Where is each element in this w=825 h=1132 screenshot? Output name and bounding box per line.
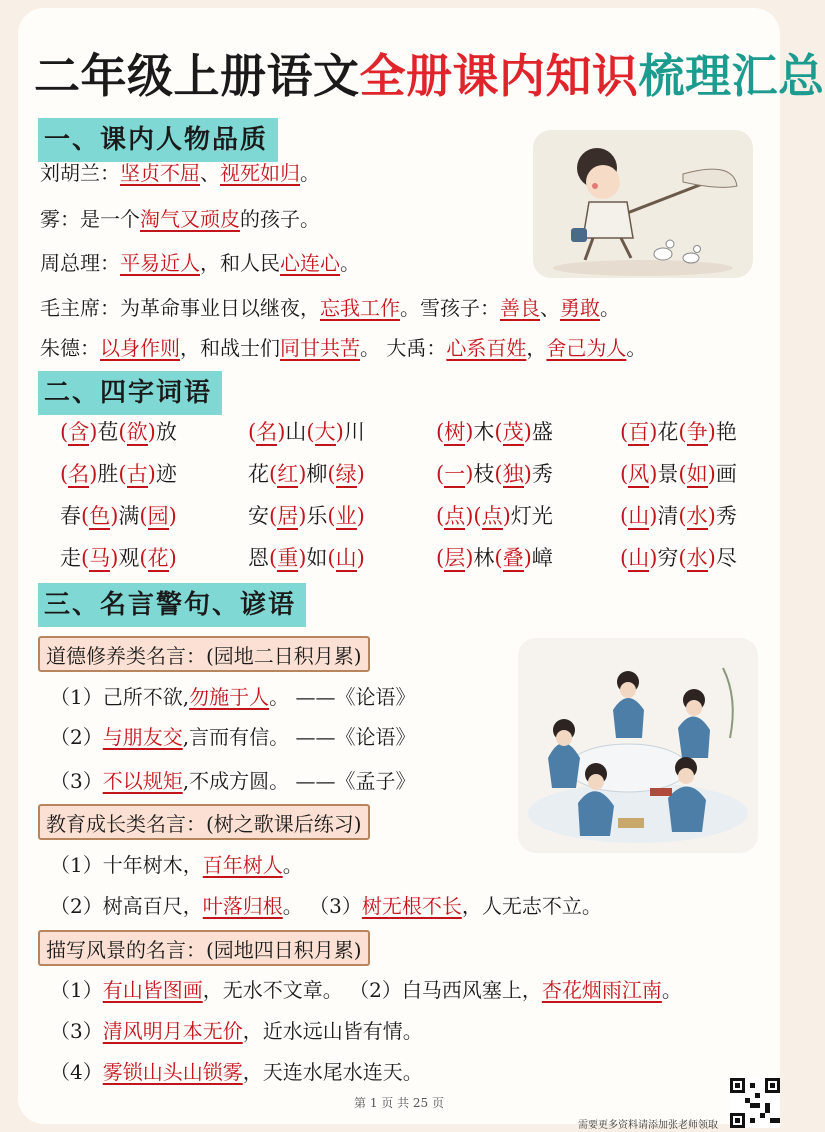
text-segment: 。 大禹： xyxy=(360,336,447,360)
idiom-answer: 风 xyxy=(628,462,650,486)
idiom-answer: 点 xyxy=(481,504,503,528)
idiom-item xyxy=(60,542,177,574)
idiom-text xyxy=(708,546,737,570)
idiom-text xyxy=(248,420,256,444)
idiom-answer: 花 xyxy=(147,546,169,570)
idiom-text xyxy=(277,420,314,444)
idiom-text xyxy=(110,546,147,570)
paren: ( xyxy=(436,462,445,486)
paren: ( xyxy=(248,420,257,444)
idiom-answer: 山 xyxy=(335,546,357,570)
idiom-answer: 古 xyxy=(126,462,148,486)
paren: ) xyxy=(707,504,716,528)
paren: ) xyxy=(465,546,474,570)
text-segment: 的孩子。 xyxy=(240,207,320,231)
text-segment: 。 xyxy=(282,853,303,877)
idiom-text xyxy=(649,420,686,444)
idiom-char: 景 xyxy=(657,462,679,486)
idiom-answer: 独 xyxy=(502,462,524,486)
paren: ( xyxy=(327,504,336,528)
idiom-text xyxy=(110,504,147,528)
text-segment: ，和人民 xyxy=(200,251,280,275)
key-phrase: 清风明月本无价 xyxy=(102,1019,243,1043)
key-phrase: 雾锁山头山锁雾 xyxy=(102,1060,243,1084)
text-segment: 毛主席：为革命事业日以继夜， xyxy=(40,296,320,320)
idiom-char: 恩 xyxy=(248,546,269,570)
idiom-item xyxy=(620,500,737,532)
idiom-text xyxy=(357,546,365,570)
paren: ) xyxy=(707,462,716,486)
idiom-char: 迹 xyxy=(155,462,177,486)
footer-note: 需要更多资料请添加张老师领取 xyxy=(578,1120,718,1131)
idiom-answer: 一 xyxy=(444,462,466,486)
text-segment: ，和战士们 xyxy=(180,336,280,360)
idiom-item xyxy=(620,416,737,448)
paren: ) xyxy=(465,420,474,444)
idiom-char: 木 xyxy=(473,420,495,444)
text-segment: 、 xyxy=(200,161,220,185)
idiom-char: 柳 xyxy=(306,462,328,486)
key-phrase: 舍己为人 xyxy=(546,336,627,360)
paren: ) xyxy=(356,462,365,486)
paren: ( xyxy=(678,462,687,486)
idiom-text xyxy=(89,420,126,444)
idiom-char: 林 xyxy=(473,546,495,570)
idiom-char: 艳 xyxy=(715,420,737,444)
character-line-2 xyxy=(40,204,320,234)
paren: ) xyxy=(649,420,658,444)
key-phrase: 百年树人 xyxy=(202,853,283,877)
paren: ) xyxy=(89,462,98,486)
text-segment: 。 xyxy=(600,296,620,320)
idiom-text xyxy=(620,462,628,486)
idiom-item xyxy=(436,416,553,448)
paren: ) xyxy=(277,420,286,444)
idiom-answer: 色 xyxy=(89,504,111,528)
key-phrase: 有山皆图画 xyxy=(102,978,203,1002)
paren: ( xyxy=(494,420,503,444)
idiom-char: 枝 xyxy=(473,462,495,486)
key-phrase: 以身作则 xyxy=(100,336,180,360)
key-phrase: 善良 xyxy=(500,296,540,320)
character-line-5 xyxy=(40,333,646,363)
text-segment: 。 xyxy=(300,161,320,185)
key-phrase: 勿施于人 xyxy=(189,685,270,709)
idiom-item xyxy=(436,542,553,574)
paren: ( xyxy=(678,420,687,444)
paren: ) xyxy=(502,504,511,528)
idiom-answer: 绿 xyxy=(335,462,357,486)
paren: ( xyxy=(620,546,629,570)
key-phrase: 视死如归 xyxy=(220,161,300,185)
text-segment: （2） xyxy=(50,725,103,749)
paren: ( xyxy=(436,420,445,444)
text-segment: 。雪孩子： xyxy=(400,296,500,320)
paren: ( xyxy=(269,462,278,486)
idiom-char: 尽 xyxy=(715,546,737,570)
quote-item xyxy=(50,766,415,796)
section-2-heading: 二、四字词语 xyxy=(38,371,222,415)
idiom-text xyxy=(649,462,686,486)
paren: ( xyxy=(436,546,445,570)
idiom-text xyxy=(148,420,177,444)
quote-item xyxy=(50,975,682,1005)
page-number: 第 1 页 共 25 页 xyxy=(354,1096,444,1110)
idiom-answer: 水 xyxy=(686,546,708,570)
paren: ( xyxy=(269,546,278,570)
idiom-text xyxy=(465,420,502,444)
quote-item xyxy=(50,850,303,880)
idiom-text xyxy=(620,504,628,528)
paren: ( xyxy=(620,504,629,528)
quote-category-scenery: 描写风景的名言：(园地四日积月累) xyxy=(38,930,370,966)
text-segment: （3） xyxy=(50,769,103,793)
idiom-text xyxy=(169,504,177,528)
quote-item xyxy=(50,682,415,712)
idiom-char: 秀 xyxy=(715,504,737,528)
section-3-heading: 三、名言警句、谚语 xyxy=(38,583,306,627)
paren: ( xyxy=(620,462,629,486)
idiom-char: 穷 xyxy=(657,546,679,570)
quote-item xyxy=(50,722,415,752)
paren: ( xyxy=(139,504,148,528)
idiom-text xyxy=(298,462,335,486)
idiom-text xyxy=(248,504,277,528)
idiom-text xyxy=(336,420,365,444)
idiom-item xyxy=(248,542,365,574)
idiom-char: 画 xyxy=(715,462,737,486)
text-segment: （4） xyxy=(50,1060,103,1084)
paren: ( xyxy=(60,462,69,486)
idiom-answer: 山 xyxy=(628,546,650,570)
idiom-answer: 点 xyxy=(444,504,466,528)
paren: ( xyxy=(327,462,336,486)
idiom-text xyxy=(248,546,277,570)
key-phrase: 坚贞不屈 xyxy=(120,161,200,185)
paren: ) xyxy=(168,546,177,570)
idiom-char: 满 xyxy=(118,504,140,528)
paren: ) xyxy=(649,504,658,528)
idiom-text xyxy=(503,504,553,528)
idiom-char: 如 xyxy=(306,546,328,570)
key-phrase: 杏花烟雨江南 xyxy=(541,978,662,1002)
paren: ) xyxy=(110,546,119,570)
idiom-char: 花 xyxy=(657,420,679,444)
text-segment: 。 xyxy=(626,336,647,360)
idiom-text xyxy=(298,546,335,570)
idiom-item xyxy=(248,500,365,532)
key-phrase: 不以规矩 xyxy=(102,769,183,793)
idiom-text xyxy=(60,462,68,486)
idiom-char: 光 xyxy=(531,504,553,528)
idiom-text xyxy=(248,462,277,486)
key-phrase: 心系百姓 xyxy=(446,336,527,360)
paren: ( xyxy=(118,420,127,444)
text-segment: 朱德： xyxy=(40,336,100,360)
text-segment: ， xyxy=(526,336,547,360)
paren: ) xyxy=(465,462,474,486)
paren: ( xyxy=(139,546,148,570)
key-phrase: 同甘共苦 xyxy=(280,336,360,360)
idiom-text xyxy=(357,504,365,528)
page-title xyxy=(34,40,825,112)
qr-code-icon xyxy=(730,1078,780,1128)
idiom-item xyxy=(620,542,737,574)
text-segment: 、 xyxy=(540,296,560,320)
idiom-char: 花 xyxy=(248,462,269,486)
idiom-text xyxy=(620,420,628,444)
idiom-answer: 山 xyxy=(628,504,650,528)
paren: ) xyxy=(356,546,365,570)
idiom-text xyxy=(436,504,444,528)
idiom-char: 嶂 xyxy=(531,546,553,570)
paren: ) xyxy=(523,462,532,486)
idiom-char: 盛 xyxy=(531,420,553,444)
key-phrase: 叶落归根 xyxy=(202,894,283,918)
idiom-char: 清 xyxy=(657,504,679,528)
idiom-text xyxy=(524,420,553,444)
idiom-char: 苞 xyxy=(97,420,119,444)
text-segment: ，人无志不立。 xyxy=(461,894,602,918)
quote-category-education: 教育成长类名言：(树之歌课后练习) xyxy=(38,804,370,840)
paren: ) xyxy=(298,462,307,486)
key-phrase: 忘我工作 xyxy=(320,296,400,320)
idiom-item xyxy=(60,458,177,490)
paren: ( xyxy=(473,504,482,528)
idiom-text xyxy=(524,546,553,570)
idiom-item xyxy=(248,458,365,490)
idiom-text xyxy=(465,546,502,570)
idiom-item xyxy=(436,500,553,532)
paren: ) xyxy=(168,504,177,528)
paren: ) xyxy=(356,504,365,528)
paren: ) xyxy=(147,420,156,444)
paren: ) xyxy=(707,546,716,570)
title-part-1: 二年级上册语文 xyxy=(34,49,360,103)
idiom-answer: 争 xyxy=(686,420,708,444)
idiom-answer: 欲 xyxy=(126,420,148,444)
text-segment: （2）树高百尺， xyxy=(50,894,203,918)
page-sheet xyxy=(18,8,825,1131)
idiom-answer: 层 xyxy=(444,546,466,570)
idiom-text xyxy=(298,504,335,528)
paren: ( xyxy=(81,504,90,528)
text-segment: （1） xyxy=(50,978,103,1002)
idiom-char: 山 xyxy=(285,420,307,444)
idiom-char: 安 xyxy=(248,504,269,528)
paren: ( xyxy=(306,420,315,444)
text-segment: 。 ——《论语》 xyxy=(269,685,416,709)
idiom-answer: 百 xyxy=(628,420,650,444)
text-segment: （3） xyxy=(50,1019,103,1043)
idiom-answer: 园 xyxy=(147,504,169,528)
idiom-text xyxy=(465,504,481,528)
paren: ( xyxy=(60,420,69,444)
idiom-answer: 红 xyxy=(277,462,299,486)
paren: ) xyxy=(523,420,532,444)
idiom-text xyxy=(60,420,68,444)
text-segment: 。 （3） xyxy=(282,894,362,918)
quote-item xyxy=(50,1016,423,1046)
paren: ) xyxy=(649,546,658,570)
text-segment: ,不成方圆。 ——《孟子》 xyxy=(182,769,416,793)
idiom-text xyxy=(89,462,126,486)
key-phrase: 与朋友交 xyxy=(102,725,183,749)
idiom-text xyxy=(524,462,553,486)
paren: ) xyxy=(649,462,658,486)
idiom-text xyxy=(436,546,444,570)
illustration-children-reading xyxy=(518,638,758,853)
character-line-1 xyxy=(40,158,320,188)
idiom-text xyxy=(708,462,737,486)
paren: ( xyxy=(81,546,90,570)
idiom-answer: 名 xyxy=(68,462,90,486)
paren: ) xyxy=(89,420,98,444)
illustration-child-with-kite xyxy=(533,130,753,278)
paren: ) xyxy=(335,420,344,444)
paren: ( xyxy=(678,504,687,528)
idiom-answer: 茂 xyxy=(502,420,524,444)
text-segment: 刘胡兰： xyxy=(40,161,120,185)
text-segment: （1）十年树木， xyxy=(50,853,203,877)
idiom-text xyxy=(649,546,686,570)
quote-item xyxy=(50,1057,423,1087)
idiom-char: 胜 xyxy=(97,462,119,486)
paren: ( xyxy=(494,462,503,486)
idiom-text xyxy=(357,462,365,486)
paren: ) xyxy=(110,504,119,528)
key-phrase: 平易近人 xyxy=(120,251,200,275)
text-segment: 。 xyxy=(340,251,360,275)
character-line-4 xyxy=(40,293,620,323)
idiom-answer: 水 xyxy=(686,504,708,528)
paren: ( xyxy=(678,546,687,570)
paren: ) xyxy=(707,420,716,444)
idiom-text xyxy=(708,504,737,528)
title-part-3: 梳理汇总 xyxy=(638,49,825,103)
idiom-text xyxy=(436,420,444,444)
idiom-item xyxy=(620,458,737,490)
paren: ) xyxy=(465,504,474,528)
paren: ) xyxy=(147,462,156,486)
idiom-item xyxy=(60,416,177,448)
idiom-answer: 如 xyxy=(686,462,708,486)
quote-category-moral: 道德修养类名言：(园地二日积月累) xyxy=(38,636,370,672)
idiom-answer: 大 xyxy=(314,420,336,444)
idiom-char: 乐 xyxy=(306,504,328,528)
idiom-char: 放 xyxy=(155,420,177,444)
idiom-text xyxy=(649,504,686,528)
paren: ) xyxy=(523,546,532,570)
idiom-answer: 含 xyxy=(68,420,90,444)
section-1-heading: 一、课内人物品质 xyxy=(38,118,278,162)
key-phrase: 勇敢 xyxy=(560,296,600,320)
paren: ( xyxy=(494,546,503,570)
idiom-item xyxy=(60,500,177,532)
key-phrase: 心连心 xyxy=(280,251,340,275)
paren: ( xyxy=(436,504,445,528)
idiom-text xyxy=(60,504,89,528)
idiom-answer: 叠 xyxy=(502,546,524,570)
text-segment: ，天连水尾水连天。 xyxy=(242,1060,423,1084)
idiom-answer: 业 xyxy=(335,504,357,528)
paren: ) xyxy=(298,504,307,528)
idiom-answer: 马 xyxy=(89,546,111,570)
character-line-3 xyxy=(40,248,360,278)
idiom-text xyxy=(436,462,444,486)
title-part-2: 全册课内知识 xyxy=(359,49,639,103)
idiom-text xyxy=(465,462,502,486)
paren: ( xyxy=(269,504,278,528)
text-segment: 周总理： xyxy=(40,251,120,275)
idiom-text xyxy=(60,546,89,570)
key-phrase: 树无根不长 xyxy=(361,894,462,918)
idiom-answer: 名 xyxy=(256,420,278,444)
paren: ( xyxy=(118,462,127,486)
idiom-char: 川 xyxy=(343,420,365,444)
text-segment: ，无水不文章。 （2）白马西风塞上， xyxy=(202,978,542,1002)
idiom-char: 春 xyxy=(60,504,81,528)
quote-item xyxy=(50,891,602,921)
idiom-item xyxy=(248,416,365,448)
text-segment: ,言而有信。 ——《论语》 xyxy=(182,725,416,749)
idiom-text xyxy=(620,546,628,570)
text-segment: 。 xyxy=(661,978,682,1002)
paren: ( xyxy=(620,420,629,444)
idiom-item xyxy=(436,458,553,490)
idiom-answer: 居 xyxy=(277,504,299,528)
idiom-char: 秀 xyxy=(531,462,553,486)
idiom-text xyxy=(169,546,177,570)
key-phrase: 淘气又顽皮 xyxy=(140,207,240,231)
idiom-text xyxy=(708,420,737,444)
text-segment: ，近水远山皆有情。 xyxy=(242,1019,423,1043)
idiom-answer: 重 xyxy=(277,546,299,570)
idiom-char: 观 xyxy=(118,546,140,570)
paren: ) xyxy=(298,546,307,570)
paren: ( xyxy=(327,546,336,570)
text-segment: （1）己所不欲, xyxy=(50,685,190,709)
idiom-char: 灯 xyxy=(510,504,532,528)
text-segment: 雾：是一个 xyxy=(40,207,140,231)
idiom-text xyxy=(148,462,177,486)
idiom-answer: 树 xyxy=(444,420,466,444)
idiom-char: 走 xyxy=(60,546,81,570)
